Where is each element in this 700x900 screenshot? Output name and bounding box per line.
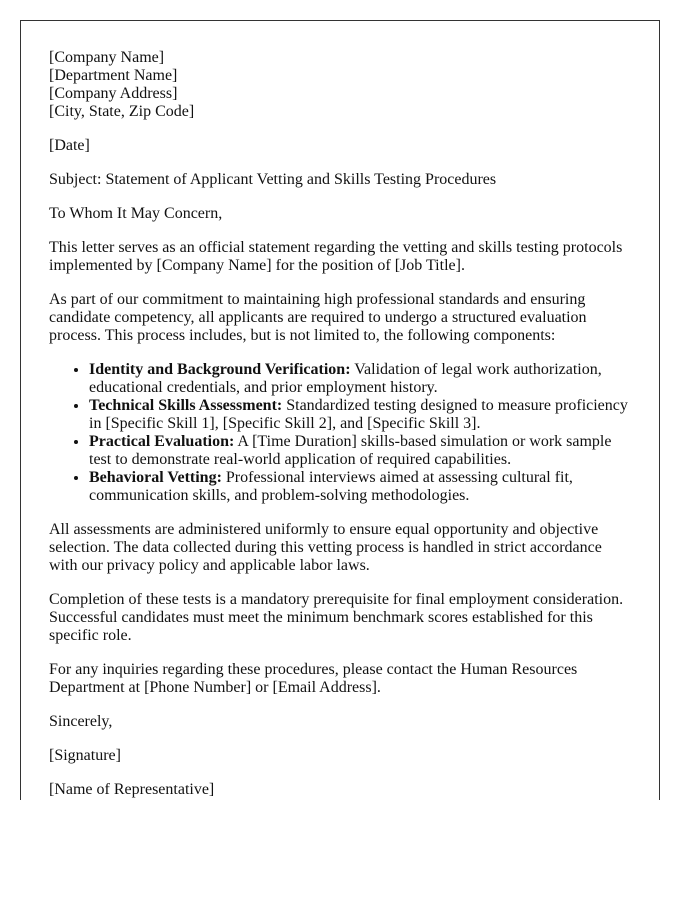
department-name: [Department Name] [49,67,178,84]
paragraph-assessments: All assessments are administered uniformly to ensure equal opportunity and objective selection. The data collected during this vetting process is handled in strict accordance with our privacy policy and applicable labor laws. [49,521,602,574]
paragraph-inquiries: For any inquiries regarding these procedures, please contact the Human Resources Department at [Phone Number] or [Email Address]. [49,661,578,696]
subject: Subject: Statement of Applicant Vetting and Skills Testing Procedures [49,171,497,188]
item-text: Validation of legal work authorization, educational credentials, and prior employment history. [89,361,602,396]
letter-page [20,20,660,800]
list-item [89,397,631,433]
item-title: Behavioral Vetting: [89,469,222,486]
company-address: [Company Address] [49,85,178,102]
city-state-zip: [City, State, Zip Code] [49,103,195,120]
paragraph-commitment: As part of our commitment to maintaining high professional standards and ensuring candidate competency, all applicants are required to undergo a structured evaluation process. This process includes, but is not limited to, the following components: [49,291,587,344]
salutation: To Whom It May Concern, [49,205,223,222]
sender-address [49,49,631,121]
representative-name: [Name of Representative] [49,781,215,798]
signature: [Signature] [49,747,121,764]
company-name: [Company Name] [49,49,165,66]
item-title: Technical Skills Assessment: [89,397,283,414]
date: [Date] [49,137,90,154]
paragraph-intro: This letter serves as an official statement regarding the vetting and skills testing protocols implemented by [Company Name] for the position of [Job Title]. [49,239,623,274]
paragraph-completion: Completion of these tests is a mandatory prerequisite for final employment consideration. Successful candidates must meet the minimum benchmark scores established for this specific role. [49,591,624,644]
list-item [89,433,631,469]
list-item [89,361,631,397]
item-text: A [Time Duration] skills-based simulation or work sample test to demonstrate real-world application of required capabilities. [89,433,612,468]
list-item [89,469,631,505]
components-list [49,361,631,505]
item-title: Identity and Background Verification: [89,361,351,378]
item-text: Professional interviews aimed at assessing cultural fit, communication skills, and problem-solving methodologies. [89,469,573,504]
closing: Sincerely, [49,713,113,730]
item-text: Standardized testing designed to measure proficiency in [Specific Skill 1], [Specific Skill 2], and [Specific Skill 3]. [89,397,628,432]
item-title: Practical Evaluation: [89,433,235,450]
